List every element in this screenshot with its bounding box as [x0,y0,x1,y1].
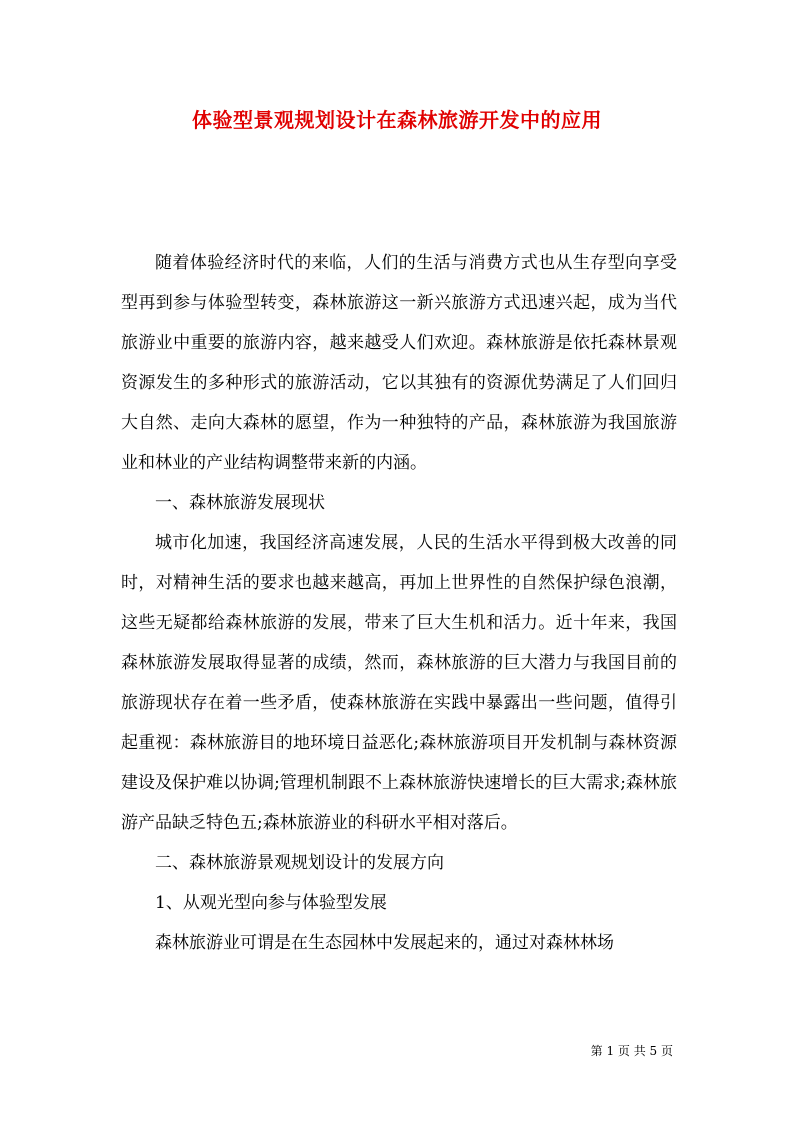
paragraph-section-1: 城市化加速，我国经济高速发展，人民的生活水平得到极大改善的同时，对精神生活的要求也越来越高，再加上世界性的自然保护绿色浪潮，这些无疑都给森林旅游的发展，带来了巨大生机和活力。近十年来，我国森林旅游发展取得显著的成绩，然而，森林旅游的巨大潜力与我国目前的旅游现状存在着一些矛盾，使森林旅游在实践中暴露出一些问题，值得引起重视：森林旅游目的地环境日益恶化;森林旅游项目开发机制与森林资源建设及保护难以协调;管理机制跟不上森林旅游快速增长的巨大需求;森林旅游产品缺乏特色五;森林旅游业的科研水平相对落后。 [121,533,677,833]
page-indicator: 第 1 页 共 5 页 [590,1044,673,1058]
paragraph-subsection-1: 森林旅游业可谓是在生态园林中发展起来的，通过对森林林场 [155,933,614,953]
document-body [121,243,677,963]
document-title: 体验型景观规划设计在森林旅游开发中的应用 [192,108,602,132]
paragraph-intro: 随着体验经济时代的来临，人们的生活与消费方式也从生存型向享受型再到参与体验型转变，森林旅游这一新兴旅游方式迅速兴起，成为当代旅游业中重要的旅游内容，越来越受人们欢迎。森林旅游是依托森林景观资源发生的多种形式的旅游活动，它以其独有的资源优势满足了人们回归大自然、走向大森林的愿望，作为一种独特的产品，森林旅游为我国旅游业和林业的产业结构调整带来新的内涵。 [121,253,677,473]
heading-subsection-1: 1、从观光型向参与体验型发展 [155,893,387,913]
heading-section-1: 一、森林旅游发展现状 [155,493,325,513]
heading-section-2: 二、森林旅游景观规划设计的发展方向 [155,853,444,873]
